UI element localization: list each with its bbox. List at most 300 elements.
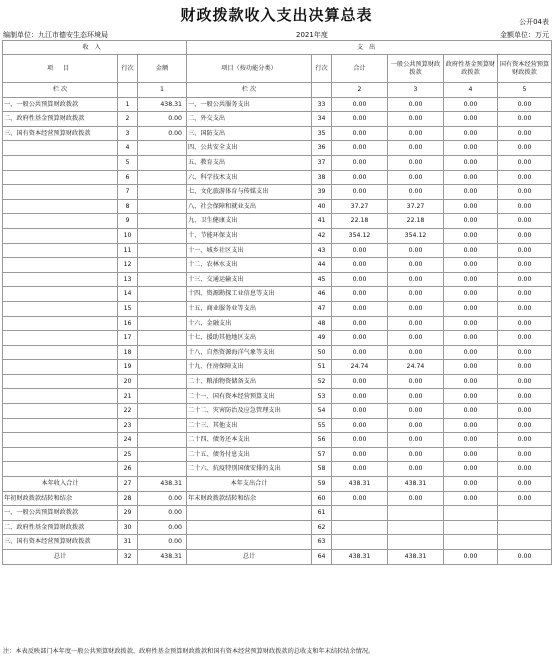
expense-total: 0.00 xyxy=(332,170,388,185)
expense-gov-fund: 0.00 xyxy=(444,272,498,287)
expense-state-capital xyxy=(498,506,552,521)
income-amount xyxy=(138,170,187,185)
expense-state-capital: 0.00 xyxy=(498,155,552,170)
income-item xyxy=(3,185,118,200)
expense-total: 24.74 xyxy=(332,360,388,375)
table-row xyxy=(3,535,552,550)
income-item: 二、政府性基金预算财政拨款 xyxy=(3,112,118,127)
expense-general: 0.00 xyxy=(388,374,444,389)
income-item: 本年收入合计 xyxy=(3,477,118,492)
header-row-no: 行次 xyxy=(118,55,138,83)
header-item: 项 目 xyxy=(3,55,118,83)
table-code: 公开04表 xyxy=(519,18,549,26)
expense-general: 0.00 xyxy=(388,155,444,170)
expense-item: 十八、自然资源海洋气象等支出 xyxy=(187,345,312,360)
col-index-1: 1 xyxy=(138,83,187,98)
table-row xyxy=(3,258,552,273)
expense-general: 0.00 xyxy=(388,331,444,346)
income-row-no: 21 xyxy=(118,389,138,404)
expense-gov-fund: 0.00 xyxy=(444,433,498,448)
income-item xyxy=(3,360,118,375)
expense-item: 六、科学技术支出 xyxy=(187,170,312,185)
table-row xyxy=(3,433,552,448)
income-amount xyxy=(138,331,187,346)
income-row-no: 12 xyxy=(118,258,138,273)
income-item xyxy=(3,462,118,477)
expense-total: 0.00 xyxy=(332,155,388,170)
expense-gov-fund: 0.00 xyxy=(444,462,498,477)
expense-row-no: 52 xyxy=(312,374,332,389)
expense-general: 0.00 xyxy=(388,112,444,127)
income-row-no: 29 xyxy=(118,506,138,521)
expense-gov-fund: 0.00 xyxy=(444,228,498,243)
expense-row-no: 39 xyxy=(312,185,332,200)
expense-total xyxy=(332,506,388,521)
expense-general: 0.00 xyxy=(388,141,444,156)
expense-gov-fund: 0.00 xyxy=(444,389,498,404)
expense-general: 0.00 xyxy=(388,447,444,462)
income-row-no: 3 xyxy=(118,126,138,141)
expense-total: 0.00 xyxy=(332,418,388,433)
income-row-no: 23 xyxy=(118,418,138,433)
income-amount xyxy=(138,243,187,258)
expense-state-capital: 0.00 xyxy=(498,141,552,156)
expense-item xyxy=(187,506,312,521)
expense-item: 一、一般公共服务支出 xyxy=(187,97,312,112)
expense-general: 0.00 xyxy=(388,185,444,200)
income-amount xyxy=(138,199,187,214)
expense-total: 0.00 xyxy=(332,331,388,346)
income-amount xyxy=(138,462,187,477)
income-row-no: 9 xyxy=(118,214,138,229)
income-row-no: 14 xyxy=(118,287,138,302)
expense-row-no: 35 xyxy=(312,126,332,141)
expense-row-no: 37 xyxy=(312,155,332,170)
expense-general: 0.00 xyxy=(388,389,444,404)
income-section-header: 收入 xyxy=(3,41,187,55)
expense-general: 0.00 xyxy=(388,170,444,185)
expense-gov-fund: 0.00 xyxy=(444,360,498,375)
income-amount xyxy=(138,272,187,287)
table-row xyxy=(3,228,552,243)
expense-row-no: 63 xyxy=(312,535,332,550)
income-row-no: 25 xyxy=(118,447,138,462)
expense-row-no: 46 xyxy=(312,287,332,302)
expense-state-capital: 0.00 xyxy=(498,389,552,404)
expense-state-capital: 0.00 xyxy=(498,316,552,331)
table-row xyxy=(3,520,552,535)
income-item xyxy=(3,170,118,185)
expense-state-capital: 0.00 xyxy=(498,185,552,200)
col-index-4: 4 xyxy=(444,83,498,98)
expense-total: 0.00 xyxy=(332,374,388,389)
expense-row-no: 33 xyxy=(312,97,332,112)
header-general: 一般公共预算财政拨款 xyxy=(388,55,444,83)
expense-item: 总计 xyxy=(187,550,312,565)
income-item: 年初财政拨款结转和结余 xyxy=(3,491,118,506)
expense-item: 三、国防支出 xyxy=(187,126,312,141)
income-item xyxy=(3,228,118,243)
expense-total: 0.00 xyxy=(332,462,388,477)
expense-row-no: 48 xyxy=(312,316,332,331)
income-row-no: 32 xyxy=(118,550,138,565)
expense-gov-fund: 0.00 xyxy=(444,550,498,565)
table-row xyxy=(3,112,552,127)
expense-row-no: 59 xyxy=(312,477,332,492)
income-amount: 0.00 xyxy=(138,126,187,141)
col-index-5: 5 xyxy=(498,83,552,98)
table-row xyxy=(3,199,552,214)
year-label: 2021年度 xyxy=(296,31,328,39)
expense-row-no: 53 xyxy=(312,389,332,404)
table-row xyxy=(3,287,552,302)
income-item xyxy=(3,258,118,273)
expense-state-capital: 0.00 xyxy=(498,199,552,214)
expense-general: 0.00 xyxy=(388,491,444,506)
header-exp-item: 项目（按功能分类） xyxy=(187,55,312,83)
expense-item: 十一、城乡社区支出 xyxy=(187,243,312,258)
footnote: 注：本表反映部门本年度一般公共预算财政拨款、政府性基金预算财政拨款和国有资本经营预算财政拨款的总收支和年末结转结余情况。 xyxy=(3,648,375,655)
expense-gov-fund: 0.00 xyxy=(444,112,498,127)
header-exp-row-no: 行次 xyxy=(312,55,332,83)
income-item xyxy=(3,447,118,462)
income-item xyxy=(3,243,118,258)
expense-item: 十三、交通运输支出 xyxy=(187,272,312,287)
expense-item: 二十、粮油物资储备支出 xyxy=(187,374,312,389)
expense-total: 438.31 xyxy=(332,477,388,492)
expense-row-no: 50 xyxy=(312,345,332,360)
expense-total: 0.00 xyxy=(332,112,388,127)
expense-gov-fund: 0.00 xyxy=(444,331,498,346)
final-accounts-table xyxy=(2,40,552,565)
table-row xyxy=(3,550,552,565)
income-row-no: 18 xyxy=(118,345,138,360)
expense-gov-fund: 0.00 xyxy=(444,374,498,389)
income-item xyxy=(3,199,118,214)
expense-gov-fund xyxy=(444,535,498,550)
expense-total: 0.00 xyxy=(332,316,388,331)
table-row xyxy=(3,389,552,404)
expense-general: 0.00 xyxy=(388,462,444,477)
income-amount: 438.31 xyxy=(138,97,187,112)
expense-gov-fund: 0.00 xyxy=(444,345,498,360)
expense-item: 十二、农林水支出 xyxy=(187,258,312,273)
income-item: 一、一般公共预算财政拨款 xyxy=(3,506,118,521)
expense-state-capital: 0.00 xyxy=(498,97,552,112)
expense-row-no: 47 xyxy=(312,301,332,316)
expense-state-capital: 0.00 xyxy=(498,243,552,258)
expense-row-no: 42 xyxy=(312,228,332,243)
header-gov-fund: 政府性基金预算财政拨款 xyxy=(444,55,498,83)
income-amount xyxy=(138,345,187,360)
expense-state-capital: 0.00 xyxy=(498,345,552,360)
income-amount: 0.00 xyxy=(138,535,187,550)
expense-item: 二十六、抗疫特别国债安排的支出 xyxy=(187,462,312,477)
expense-general: 438.31 xyxy=(388,550,444,565)
expense-gov-fund: 0.00 xyxy=(444,287,498,302)
table-row xyxy=(3,272,552,287)
expense-row-no: 36 xyxy=(312,141,332,156)
income-amount xyxy=(138,389,187,404)
expense-state-capital: 0.00 xyxy=(498,374,552,389)
expense-gov-fund: 0.00 xyxy=(444,404,498,419)
table-row xyxy=(3,185,552,200)
expense-row-no: 49 xyxy=(312,331,332,346)
expense-item xyxy=(187,535,312,550)
expense-state-capital: 0.00 xyxy=(498,287,552,302)
expense-row-no: 45 xyxy=(312,272,332,287)
expense-total: 438.31 xyxy=(332,550,388,565)
income-amount: 0.00 xyxy=(138,520,187,535)
expense-gov-fund: 0.00 xyxy=(444,447,498,462)
expense-row-no: 60 xyxy=(312,491,332,506)
expense-state-capital: 0.00 xyxy=(498,258,552,273)
table-row xyxy=(3,345,552,360)
table-row xyxy=(3,316,552,331)
col-index-blank xyxy=(118,83,138,98)
table-row xyxy=(3,170,552,185)
expense-general: 0.00 xyxy=(388,97,444,112)
income-row-no: 20 xyxy=(118,374,138,389)
income-row-no: 10 xyxy=(118,228,138,243)
expense-item: 十六、金融支出 xyxy=(187,316,312,331)
expense-general: 22.18 xyxy=(388,214,444,229)
expense-row-no: 61 xyxy=(312,506,332,521)
expense-state-capital: 0.00 xyxy=(498,331,552,346)
income-item: 三、国有资本经营预算财政拨款 xyxy=(3,126,118,141)
income-item xyxy=(3,141,118,156)
expense-row-no: 62 xyxy=(312,520,332,535)
expense-state-capital: 0.00 xyxy=(498,433,552,448)
page-title: 财政拨款收入支出决算总表 xyxy=(180,6,373,24)
expense-item: 二十三、其他支出 xyxy=(187,418,312,433)
expense-gov-fund: 0.00 xyxy=(444,126,498,141)
expense-total: 0.00 xyxy=(332,126,388,141)
income-item xyxy=(3,272,118,287)
expense-general: 0.00 xyxy=(388,243,444,258)
expense-gov-fund: 0.00 xyxy=(444,418,498,433)
expense-section-header: 支出 xyxy=(187,41,552,55)
table-row xyxy=(3,97,552,112)
income-row-no: 15 xyxy=(118,301,138,316)
table-row xyxy=(3,506,552,521)
income-amount xyxy=(138,360,187,375)
expense-state-capital: 0.00 xyxy=(498,301,552,316)
table-row xyxy=(3,301,552,316)
income-item xyxy=(3,301,118,316)
income-item xyxy=(3,433,118,448)
income-amount xyxy=(138,316,187,331)
income-amount xyxy=(138,301,187,316)
income-amount xyxy=(138,185,187,200)
income-row-no: 28 xyxy=(118,491,138,506)
expense-item: 十九、住房保障支出 xyxy=(187,360,312,375)
income-row-no: 17 xyxy=(118,331,138,346)
expense-gov-fund: 0.00 xyxy=(444,199,498,214)
income-row-no: 8 xyxy=(118,199,138,214)
expense-total: 354.12 xyxy=(332,228,388,243)
expense-item: 十、节能环保支出 xyxy=(187,228,312,243)
expense-state-capital: 0.00 xyxy=(498,477,552,492)
expense-general: 0.00 xyxy=(388,345,444,360)
expense-item: 十七、援助其他地区支出 xyxy=(187,331,312,346)
income-row-no: 2 xyxy=(118,112,138,127)
income-item: 一、一般公共预算财政拨款 xyxy=(3,97,118,112)
expense-item: 五、教育支出 xyxy=(187,155,312,170)
expense-general: 0.00 xyxy=(388,418,444,433)
expense-item: 本年支出合计 xyxy=(187,477,312,492)
expense-general: 0.00 xyxy=(388,301,444,316)
income-amount xyxy=(138,258,187,273)
table-row xyxy=(3,141,552,156)
income-item xyxy=(3,214,118,229)
expense-item: 十四、资源勘探工业信息等支出 xyxy=(187,287,312,302)
table-row xyxy=(3,491,552,506)
expense-gov-fund: 0.00 xyxy=(444,491,498,506)
table-row xyxy=(3,243,552,258)
income-row-no: 26 xyxy=(118,462,138,477)
table-row xyxy=(3,126,552,141)
income-item: 三、国有资本经营预算财政拨款 xyxy=(3,535,118,550)
expense-state-capital: 0.00 xyxy=(498,228,552,243)
income-item xyxy=(3,404,118,419)
expense-general xyxy=(388,506,444,521)
col-index-exp-blank xyxy=(312,83,332,98)
income-row-no: 6 xyxy=(118,170,138,185)
col-index-exp-label: 栏 次 xyxy=(187,83,312,98)
income-item xyxy=(3,345,118,360)
expense-state-capital: 0.00 xyxy=(498,126,552,141)
income-amount: 0.00 xyxy=(138,506,187,521)
expense-total: 0.00 xyxy=(332,447,388,462)
income-amount xyxy=(138,447,187,462)
income-row-no: 31 xyxy=(118,535,138,550)
expense-item: 十五、商业服务业等支出 xyxy=(187,301,312,316)
table-row xyxy=(3,214,552,229)
expense-gov-fund xyxy=(444,520,498,535)
expense-general: 0.00 xyxy=(388,433,444,448)
expense-general: 0.00 xyxy=(388,316,444,331)
col-index-2: 2 xyxy=(332,83,388,98)
expense-item: 八、社会保障和就业支出 xyxy=(187,199,312,214)
expense-state-capital: 0.00 xyxy=(498,272,552,287)
expense-row-no: 34 xyxy=(312,112,332,127)
expense-item: 二十四、债务还本支出 xyxy=(187,433,312,448)
expense-total: 0.00 xyxy=(332,491,388,506)
expense-total: 0.00 xyxy=(332,272,388,287)
expense-total: 0.00 xyxy=(332,404,388,419)
expense-gov-fund: 0.00 xyxy=(444,141,498,156)
expense-gov-fund: 0.00 xyxy=(444,477,498,492)
expense-item: 七、文化旅游体育与传媒支出 xyxy=(187,185,312,200)
expense-general xyxy=(388,520,444,535)
income-amount xyxy=(138,374,187,389)
table-row xyxy=(3,360,552,375)
header-total: 合计 xyxy=(332,55,388,83)
expense-state-capital: 0.00 xyxy=(498,404,552,419)
income-item xyxy=(3,287,118,302)
expense-row-no: 43 xyxy=(312,243,332,258)
income-amount xyxy=(138,287,187,302)
header-state-capital: 国有资本经营预算财政拨款 xyxy=(498,55,552,83)
expense-total: 0.00 xyxy=(332,243,388,258)
expense-gov-fund: 0.00 xyxy=(444,316,498,331)
expense-total xyxy=(332,535,388,550)
expense-item xyxy=(187,520,312,535)
expense-row-no: 56 xyxy=(312,433,332,448)
expense-general: 0.00 xyxy=(388,404,444,419)
expense-state-capital: 0.00 xyxy=(498,418,552,433)
expense-total: 0.00 xyxy=(332,345,388,360)
expense-general: 354.12 xyxy=(388,228,444,243)
income-item xyxy=(3,155,118,170)
income-amount xyxy=(138,155,187,170)
expense-item: 年末财政拨款结转和结余 xyxy=(187,491,312,506)
expense-row-no: 51 xyxy=(312,360,332,375)
expense-state-capital: 0.00 xyxy=(498,462,552,477)
expense-item: 二十一、国有资本经营预算支出 xyxy=(187,389,312,404)
income-row-no: 5 xyxy=(118,155,138,170)
income-amount xyxy=(138,228,187,243)
income-amount: 438.31 xyxy=(138,477,187,492)
unit-label: 编制单位：九江市德安生态环境局 xyxy=(3,31,108,39)
income-row-no: 16 xyxy=(118,316,138,331)
expense-total: 0.00 xyxy=(332,301,388,316)
expense-general: 0.00 xyxy=(388,272,444,287)
income-row-no: 30 xyxy=(118,520,138,535)
table-row xyxy=(3,418,552,433)
expense-gov-fund: 0.00 xyxy=(444,155,498,170)
income-row-no: 13 xyxy=(118,272,138,287)
expense-total: 0.00 xyxy=(332,389,388,404)
expense-gov-fund xyxy=(444,506,498,521)
expense-state-capital: 0.00 xyxy=(498,170,552,185)
expense-general: 0.00 xyxy=(388,126,444,141)
expense-total: 0.00 xyxy=(332,258,388,273)
expense-state-capital xyxy=(498,520,552,535)
expense-row-no: 44 xyxy=(312,258,332,273)
expense-total: 37.27 xyxy=(332,199,388,214)
table-row xyxy=(3,447,552,462)
expense-row-no: 57 xyxy=(312,447,332,462)
table-row xyxy=(3,331,552,346)
income-amount: 0.00 xyxy=(138,491,187,506)
income-row-no: 27 xyxy=(118,477,138,492)
income-amount xyxy=(138,418,187,433)
col-index-label: 栏 次 xyxy=(3,83,118,98)
expense-gov-fund: 0.00 xyxy=(444,258,498,273)
expense-total: 0.00 xyxy=(332,433,388,448)
expense-state-capital: 0.00 xyxy=(498,550,552,565)
income-amount: 0.00 xyxy=(138,112,187,127)
expense-gov-fund: 0.00 xyxy=(444,185,498,200)
expense-total: 0.00 xyxy=(332,141,388,156)
expense-item: 九、卫生健康支出 xyxy=(187,214,312,229)
income-item xyxy=(3,389,118,404)
expense-row-no: 64 xyxy=(312,550,332,565)
expense-total: 0.00 xyxy=(332,287,388,302)
income-row-no: 24 xyxy=(118,433,138,448)
income-row-no: 1 xyxy=(118,97,138,112)
income-amount xyxy=(138,404,187,419)
income-item: 二、政府性基金预算财政拨款 xyxy=(3,520,118,535)
expense-row-no: 54 xyxy=(312,404,332,419)
expense-general xyxy=(388,535,444,550)
expense-general: 24.74 xyxy=(388,360,444,375)
expense-state-capital: 0.00 xyxy=(498,491,552,506)
table-row xyxy=(3,462,552,477)
income-amount xyxy=(138,141,187,156)
